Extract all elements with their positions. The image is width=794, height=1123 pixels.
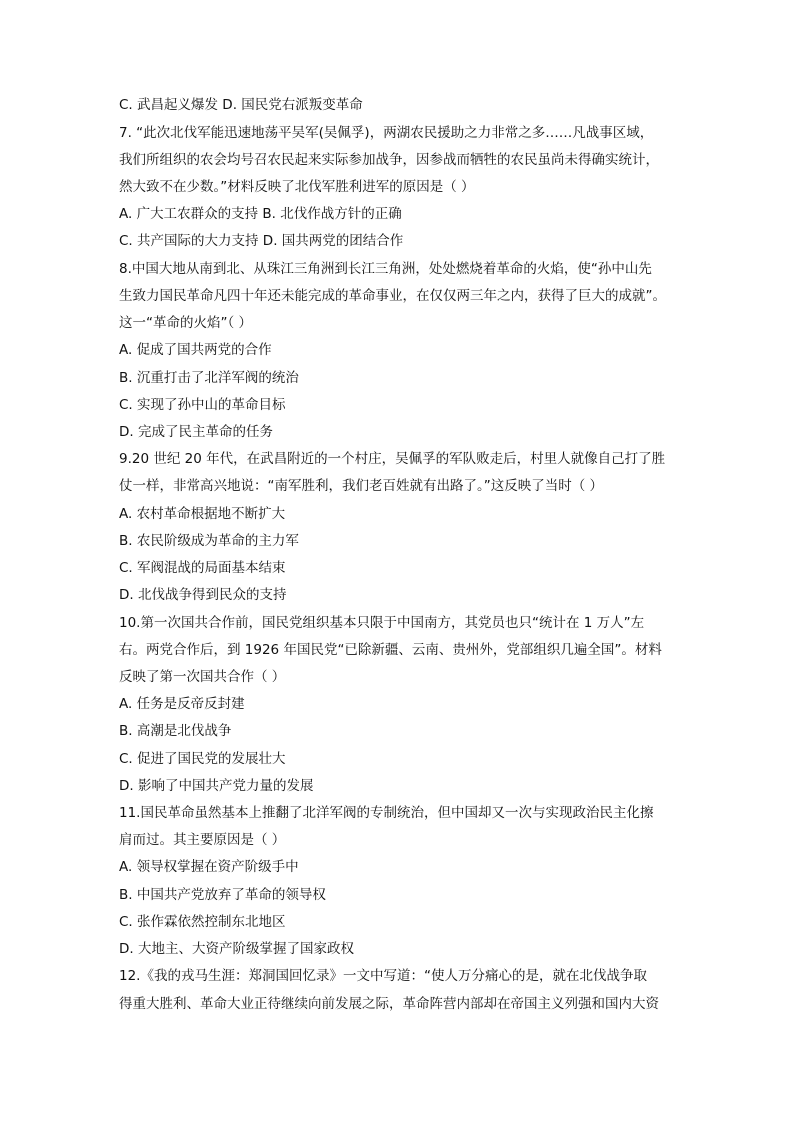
question-8-option-b: B. 沉重打击了北洋军阀的统治 <box>119 370 299 386</box>
question-10-option-b: B. 高潮是北伐战争 <box>119 723 232 739</box>
question-10-line-1: 10.第一次国共合作前，国民党组织基本只限于中国南方，其党员也只“统计在 1 万人”左 <box>119 615 645 631</box>
question-7-line-1: 7. “此次北伐军能迅速地荡平吴军(吴佩孚)，两湖农民援助之力非常之多……凡战事区域， <box>119 125 654 141</box>
question-9-line-2: 仗一样，非常高兴地说：“南军胜利，我们老百姓就有出路了。”这反映了当时（ ） <box>119 478 604 494</box>
question-8-line-1: 8.中国大地从南到北、从珠江三角洲到长江三角洲，处处燃烧着革命的火焰，使“孙中山先 <box>119 261 652 277</box>
question-9-option-c: C. 军阀混战的局面基本结束 <box>119 560 286 576</box>
option-line-c-d: C. 武昌起义爆发 D. 国民党右派叛变革命 <box>119 97 363 113</box>
question-11-option-d: D. 大地主、大资产阶级掌握了国家政权 <box>119 941 354 957</box>
question-12-line-1: 12.《我的戎马生涯：郑洞国回忆录》一文中写道：“使人万分痛心的是，就在北伐战争取 <box>119 968 647 984</box>
question-8-option-c: C. 实现了孙中山的革命目标 <box>119 397 286 413</box>
question-7-options-ab: A. 广大工农群众的支持 B. 北伐作战方针的正确 <box>119 206 402 222</box>
question-7-line-2: 我们所组织的农会均号召农民起来实际参加战争，因参战而牺牲的农民虽尚未得确实统计， <box>119 152 659 168</box>
question-10-option-a: A. 任务是反帝反封建 <box>119 696 245 712</box>
question-10-line-2: 右。两党合作后，到 1926 年国民党“已除新疆、云南、贵州外，党部组织几遍全国”。材料 <box>119 642 662 658</box>
question-10-option-d: D. 影响了中国共产党力量的发展 <box>119 778 314 794</box>
question-7-line-3: 然大致不在少数。”材料反映了北伐军胜利进军的原因是（ ） <box>119 179 475 195</box>
question-11-option-c: C. 张作霖依然控制东北地区 <box>119 914 286 930</box>
question-10-line-3: 反映了第一次国共合作（ ） <box>119 669 286 685</box>
question-10-option-c: C. 促进了国民党的发展壮大 <box>119 751 286 767</box>
question-8-line-2: 生致力国民革命凡四十年还未能完成的革命事业，在仅仅两三年之内，获得了巨大的成就”。 <box>119 288 666 304</box>
question-9-option-a: A. 农村革命根据地不断扩大 <box>119 506 286 522</box>
question-8-option-a: A. 促成了国共两党的合作 <box>119 342 272 358</box>
question-8-option-d: D. 完成了民主革命的任务 <box>119 424 273 440</box>
question-8-line-3: 这一“革命的火焰”（ ） <box>119 315 253 331</box>
question-11-option-b: B. 中国共产党放弃了革命的领导权 <box>119 887 326 903</box>
question-12-line-2: 得重大胜利、革命大业正待继续向前发展之际，革命阵营内部却在帝国主义列强和国内大资 <box>119 996 659 1012</box>
question-9-line-1: 9.20 世纪 20 年代，在武昌附近的一个村庄，吴佩孚的军队败走后，村里人就像自己打了胜 <box>119 451 666 467</box>
question-11-option-a: A. 领导权掌握在资产阶级手中 <box>119 859 299 875</box>
question-9-option-d: D. 北伐战争得到民众的支持 <box>119 587 287 603</box>
question-9-option-b: B. 农民阶级成为革命的主力军 <box>119 533 299 549</box>
question-11-line-2: 肩而过。其主要原因是（ ） <box>119 832 286 848</box>
question-7-options-cd: C. 共产国际的大力支持 D. 国共两党的团结合作 <box>119 233 404 249</box>
question-11-line-1: 11.国民革命虽然基本上推翻了北洋军阀的专制统治，但中国却又一次与实现政治民主化擦 <box>119 805 654 821</box>
